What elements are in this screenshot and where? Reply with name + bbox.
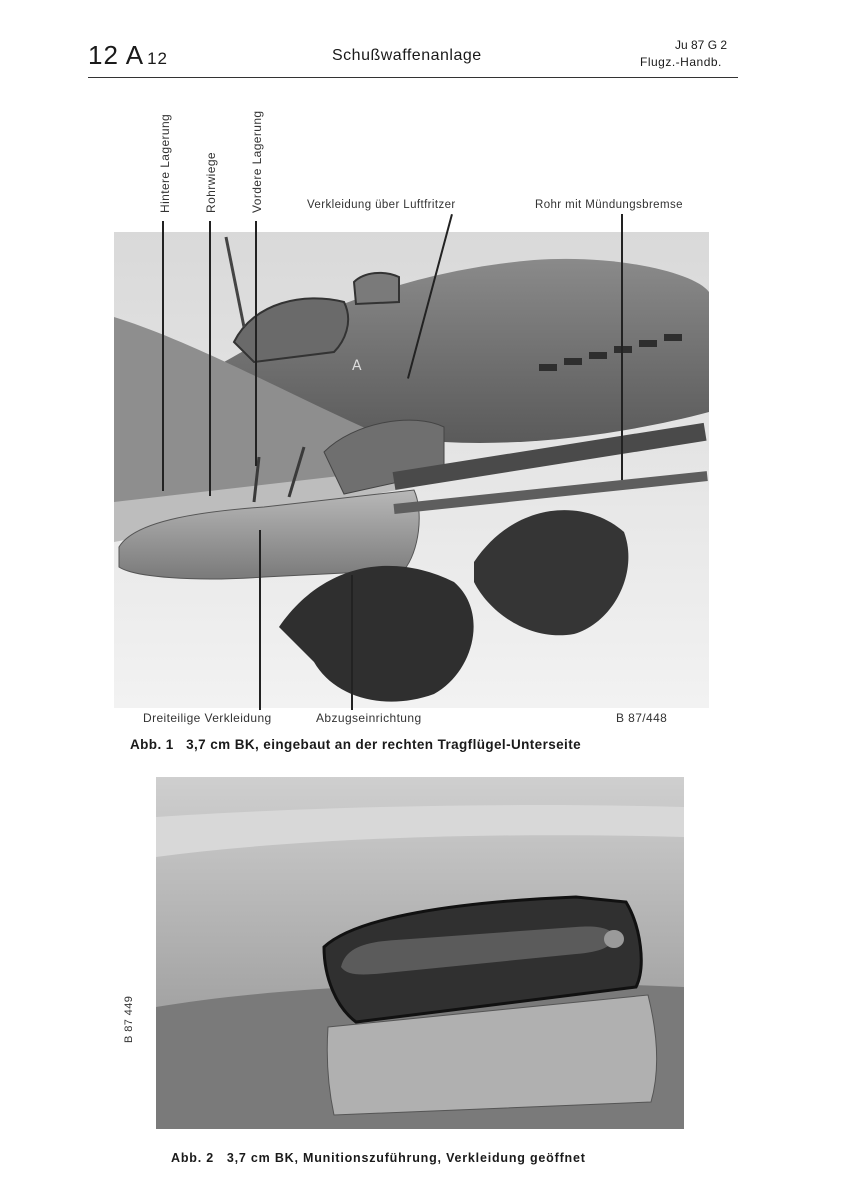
photo-code-fig2: B 87 449 bbox=[123, 995, 135, 1043]
photo-code-fig1: B 87/448 bbox=[616, 711, 668, 725]
leader-rohrwiege bbox=[209, 221, 211, 496]
page-number bbox=[88, 40, 168, 71]
figure1-caption-number: Abb. 1 bbox=[130, 737, 174, 752]
label-rohr-muendungsbremse: Rohr mit Mündungsbremse bbox=[535, 199, 683, 211]
aircraft-type: Ju 87 G 2 bbox=[675, 38, 728, 52]
leader-rohr-muendungsbremse bbox=[621, 214, 623, 480]
leader-vordere-lagerung bbox=[255, 221, 257, 466]
figure2-caption-number: Abb. 2 bbox=[171, 1151, 214, 1165]
page-title: Schußwaffenanlage bbox=[332, 47, 482, 64]
label-verkleidung-luftfritzer: Verkleidung über Luftfritzer bbox=[307, 199, 456, 211]
figure1-caption bbox=[130, 737, 581, 752]
header-rule bbox=[88, 77, 738, 78]
label-vordere-lagerung: Vordere Lagerung bbox=[250, 110, 264, 213]
label-abzugseinrichtung: Abzugseinrichtung bbox=[316, 711, 422, 725]
label-hintere-lagerung: Hintere Lagerung bbox=[158, 113, 172, 213]
label-dreiteilige-verkleidung: Dreiteilige Verkleidung bbox=[143, 711, 272, 725]
leader-hintere-lagerung bbox=[162, 221, 164, 491]
handbook-label: Flugz.-Handb. bbox=[640, 55, 722, 69]
figure2-photo bbox=[156, 777, 684, 1129]
figure2-caption-text: 3,7 cm BK, Munitionszuführung, Verkleidung geöffnet bbox=[226, 1151, 586, 1165]
label-rohrwiege: Rohrwiege bbox=[204, 152, 218, 213]
figure1-caption-text: 3,7 cm BK, eingebaut an der rechten Tragflügel-Unterseite bbox=[186, 737, 582, 752]
fuselage-marking: A bbox=[352, 358, 362, 374]
leader-abzugseinrichtung bbox=[351, 575, 353, 710]
aircraft-gun-photo bbox=[114, 232, 709, 708]
figure1-photo bbox=[114, 232, 709, 708]
ammunition-feed-photo bbox=[156, 777, 684, 1129]
page-number-sub: 12 bbox=[147, 49, 168, 68]
figure2-caption bbox=[171, 1151, 586, 1165]
leader-dreiteilige-verkleidung bbox=[259, 530, 261, 710]
page-number-main: 12 A bbox=[88, 40, 145, 70]
